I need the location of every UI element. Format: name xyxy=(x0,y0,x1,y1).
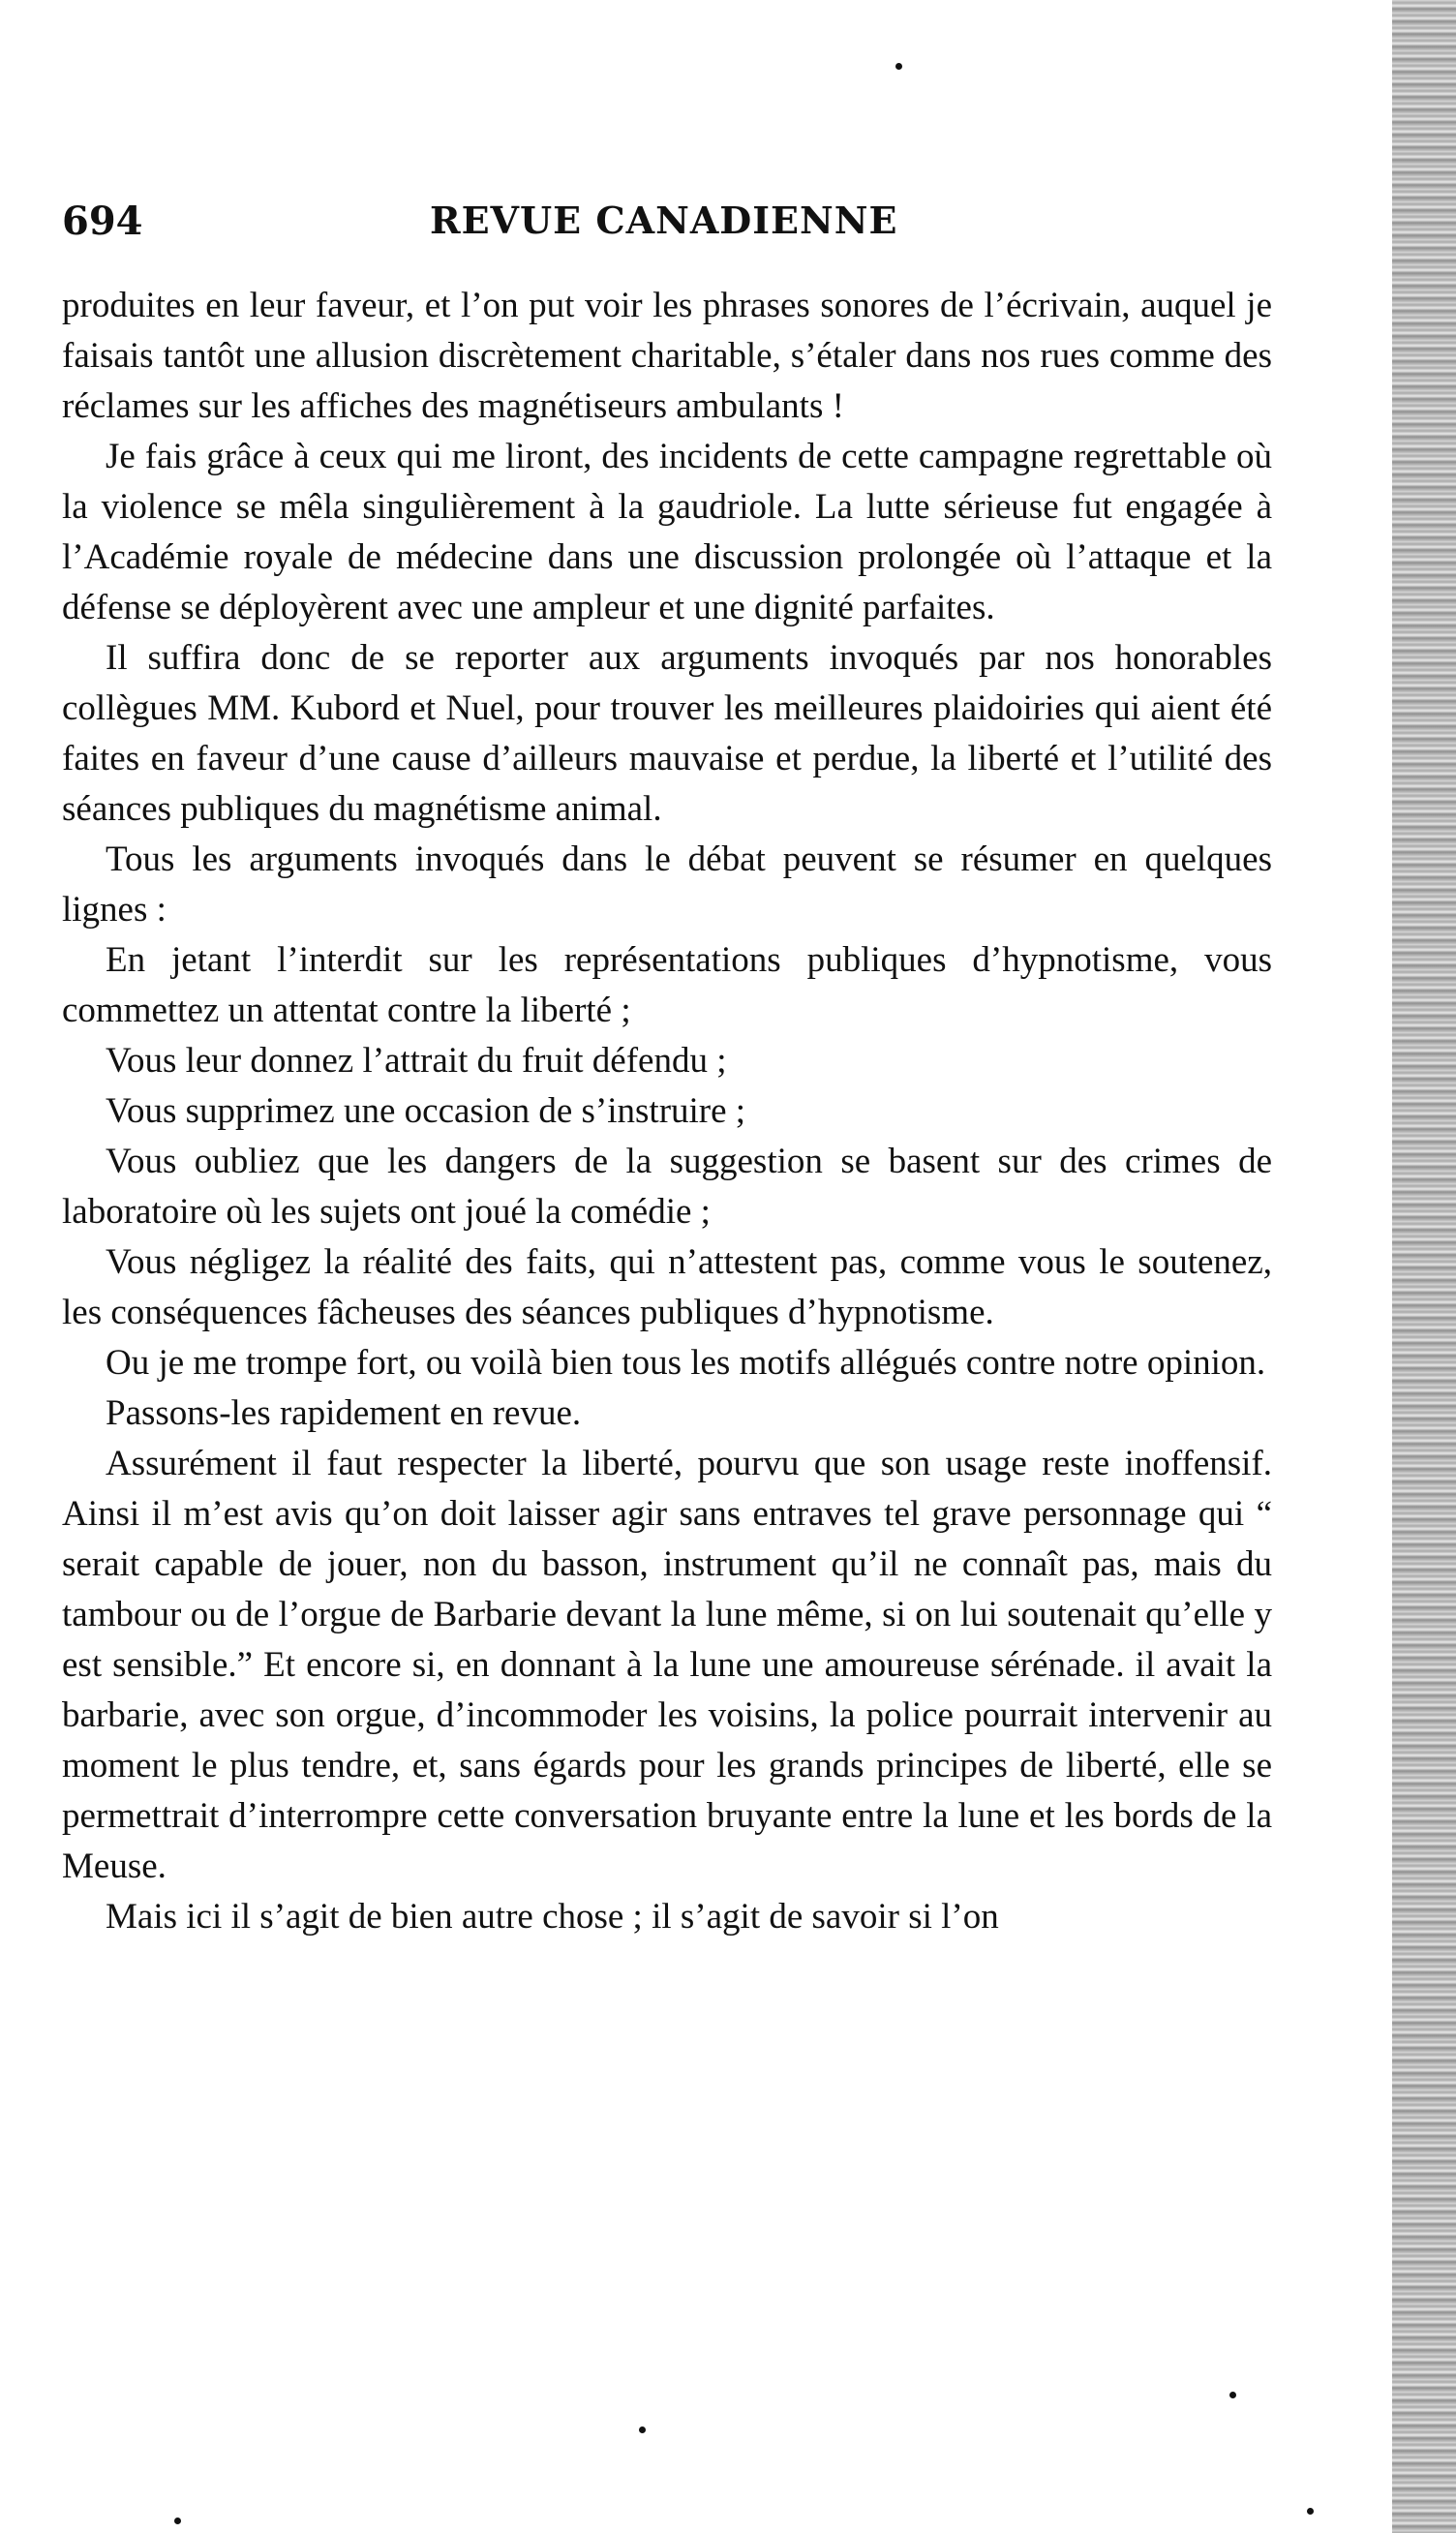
paragraph: Passons-les rapidement en revue. xyxy=(106,1393,582,1433)
paragraph: Vous oubliez que les dangers de la suggestion se basent sur des crimes de laboratoire où les sujets ont joué la comédie ; xyxy=(62,1142,1272,1232)
paragraph: Je fais grâce à ceux qui me liront, des incidents de cette campagne regrettable où la violence se mêla singulièrement à la gaudriole. La lutte sérieuse fut engagée à l’Académie royale de médecine dans une discussion prolongée où l’attaque et la défense se déployèrent avec une ampleur et une dignité parfaites. xyxy=(62,437,1272,627)
ink-speck xyxy=(1229,2392,1236,2398)
paragraph: Il suffira donc de se reporter aux arguments invoqués par nos honorables collègues MM. Kubord et Nuel, pour trouver les meilleures plaidoiries qui aient été faites en faveur d’une cause d’ailleurs mauvaise et perdue, la liberté et l’utilité des séances publiques du magnétisme animal. xyxy=(62,638,1272,829)
body-text xyxy=(62,281,1272,1942)
page-number: 694 xyxy=(62,198,143,244)
ink-speck xyxy=(1307,2508,1314,2515)
paragraph: Ou je me trompe fort, ou voilà bien tous les motifs allégués contre notre opinion. xyxy=(106,1343,1266,1383)
book-binding-edge xyxy=(1392,0,1456,2533)
paragraph: Tous les arguments invoqués dans le débat peuvent se résumer en quelques lignes : xyxy=(62,839,1272,930)
page-header xyxy=(62,198,1272,257)
paragraph: Vous négligez la réalité des faits, qui n’attestent pas, comme vous le soutenez, les conséquences fâcheuses des séances publiques d’hypnotisme. xyxy=(62,1242,1272,1332)
ink-speck xyxy=(895,63,902,70)
running-title: REVUE CANADIENNE xyxy=(430,198,898,242)
paragraph: produites en leur faveur, et l’on put voir les phrases sonores de l’écrivain, auquel je faisais tantôt une allusion discrètement charitable, s’étaler dans nos rues comme des réclames sur les affiches des magnétiseurs ambulants ! xyxy=(62,286,1272,426)
paragraph: Assurément il faut respecter la liberté, pourvu que son usage reste inoffensif. Ainsi il m’est avis qu’on doit laisser agir sans entraves tel grave personnage qui “ serait capable de jouer, non du basson, instrument qu’il ne connaît pas, mais du tambour ou de l’orgue de Barbarie devant la lune même, si on lui soutenait qu’elle y est sensible.” Et encore si, en donnant à la lune une amoureuse sérénade. il avait la barbarie, avec son orgue, d’incommoder les voisins, la police pourrait intervenir au moment le plus tendre, et, sans égards pour les grands principes de liberté, elle se permettrait d’interrompre cette conversation bruyante entre la lune et les bords de la Meuse. xyxy=(62,1444,1272,1886)
paragraph: Vous leur donnez l’attrait du fruit défendu ; xyxy=(106,1041,727,1081)
ink-speck xyxy=(174,2518,181,2524)
paragraph: Mais ici il s’agit de bien autre chose ; il s’agit de savoir si l’on xyxy=(106,1897,999,1937)
paragraph: En jetant l’interdit sur les représentations publiques d’hypnotisme, vous commettez un attentat contre la liberté ; xyxy=(62,940,1272,1030)
paragraph: Vous supprimez une occasion de s’instruire ; xyxy=(106,1091,746,1131)
ink-speck xyxy=(639,2426,646,2433)
